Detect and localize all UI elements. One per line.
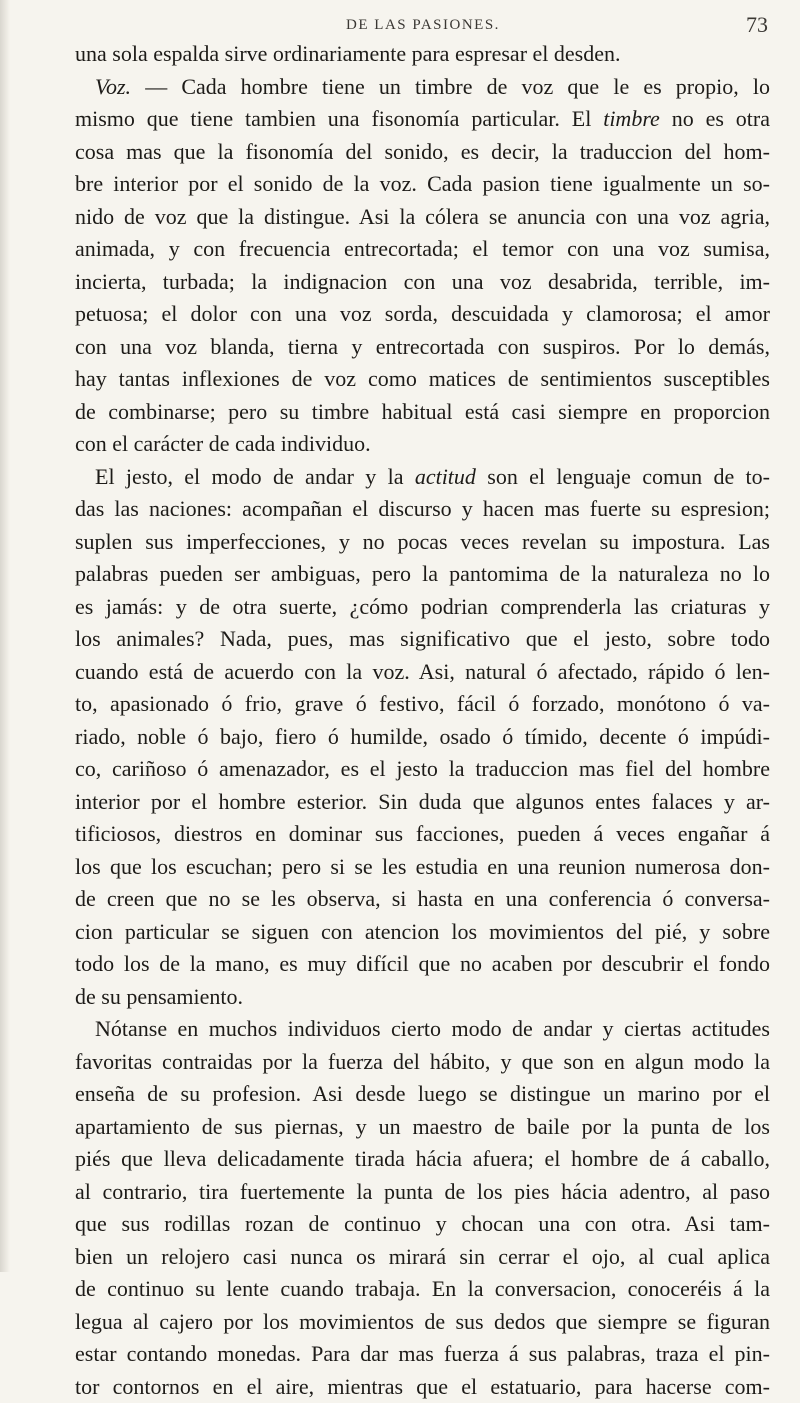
text-line: los que los escuchan; pero si se les estudia en una reunion numerosa don- (75, 851, 770, 884)
text-line: cuando está de acuerdo con la voz. Asi, natural ó afectado, rápido ó len- (75, 656, 770, 689)
text-line: cosa mas que la fisonomía del sonido, es decir, la traduccion del hom- (75, 136, 770, 169)
paragraph (75, 461, 770, 1014)
text-line: enseña de su profesion. Asi desde luego se distingue un marino por el (75, 1078, 770, 1111)
text-line: Voz. — Cada hombre tiene un timbre de voz que le es propio, lo (75, 71, 770, 104)
italic-term: actitud (415, 464, 476, 489)
text-line: favoritas contraidas por la fuerza del hábito, y que son en algun modo la (75, 1046, 770, 1079)
text-line: incierta, turbada; la indignacion con una voz desabrida, terrible, im- (75, 266, 770, 299)
text-line: tificiosos, diestros en dominar sus facciones, pueden á veces engañar á (75, 818, 770, 851)
running-title: DE LAS PASIONES. (78, 12, 768, 38)
text-line: de creen que no se les observa, si hasta en una conferencia ó conversa- (75, 883, 770, 916)
text-line: cion particular se siguen con atencion los movimientos del pié, y sobre (75, 916, 770, 949)
text-line: de su pensamiento. (75, 981, 770, 1014)
text-line: suplen sus imperfecciones, y no pocas veces revelan su impostura. Las (75, 526, 770, 559)
text-line: palabras pueden ser ambiguas, pero la pantomima de la naturaleza no lo (75, 558, 770, 591)
text-line: es jamás: y de otra suerte, ¿cómo podrian comprenderla las criaturas y (75, 591, 770, 624)
text-line: todo los de la mano, es muy difícil que no acaben por descubrir el fondo (75, 948, 770, 981)
text-line: animada, y con frecuencia entrecortada; el temor con una voz sumisa, (75, 233, 770, 266)
text-line: El jesto, el modo de andar y la actitud son el lenguaje comun de to- (75, 461, 770, 494)
text-line: que sus rodillas rozan de continuo y chocan una con otra. Asi tam- (75, 1208, 770, 1241)
text-line: Nótanse en muchos individuos cierto modo de andar y ciertas actitudes (75, 1013, 770, 1046)
text-line: al contrario, tira fuertemente la punta de los pies hácia adentro, al paso (75, 1176, 770, 1209)
text-line: hay tantas inflexiones de voz como matices de sentimientos susceptibles (75, 363, 770, 396)
paragraph (75, 38, 770, 71)
text-line: con una voz blanda, tierna y entrecortada con suspiros. Por lo demás, (75, 331, 770, 364)
page-gutter-shadow (0, 0, 10, 1272)
text-line: to, apasionado ó frio, grave ó festivo, fácil ó forzado, monótono ó va- (75, 688, 770, 721)
text-line: bien un relojero casi nunca os mirará sin cerrar el ojo, al cual aplica (75, 1241, 770, 1274)
text-line: apartamiento de sus piernas, y un maestro de baile por la punta de los (75, 1111, 770, 1144)
running-head (78, 12, 768, 38)
text-line: interior por el hombre esterior. Sin duda que algunos entes falaces y ar- (75, 786, 770, 819)
text-line: estar contando monedas. Para dar mas fuerza á sus palabras, traza el pin- (75, 1338, 770, 1371)
text-line: legua al cajero por los movimientos de sus dedos que siempre se figuran (75, 1306, 770, 1339)
italic-term: Voz. (95, 74, 131, 99)
text-line: das las naciones: acompañan el discurso y hacen mas fuerte su espresion; (75, 493, 770, 526)
text-line: los animales? Nada, pues, mas significativo que el jesto, sobre todo (75, 623, 770, 656)
text-line: co, cariñoso ó amenazador, es el jesto la traduccion mas fiel del hombre (75, 753, 770, 786)
italic-term: timbre (603, 106, 660, 131)
text-line: con el carácter de cada individuo. (75, 428, 770, 461)
page-number: 73 (746, 12, 768, 38)
text-line: de combinarse; pero su timbre habitual está casi siempre en proporcion (75, 396, 770, 429)
text-line: petuosa; el dolor con una voz sorda, descuidada y clamorosa; el amor (75, 298, 770, 331)
text-line: nido de voz que la distingue. Asi la cólera se anuncia con una voz agria, (75, 201, 770, 234)
text-line: bre interior por el sonido de la voz. Cada pasion tiene igualmente un so- (75, 168, 770, 201)
text-line: tor contornos en el aire, mientras que el estatuario, para hacerse com- (75, 1371, 770, 1403)
text-line: piés que lleva delicadamente tirada hácia afuera; el hombre de á caballo, (75, 1143, 770, 1176)
body-text (75, 38, 770, 1403)
text-line: mismo que tiene tambien una fisonomía particular. El timbre no es otra (75, 103, 770, 136)
paragraph (75, 71, 770, 461)
paragraph (75, 1013, 770, 1403)
text-line: de continuo su lente cuando trabaja. En la conversacion, conoceréis á la (75, 1273, 770, 1306)
text-line: una sola espalda sirve ordinariamente para espresar el desden. (75, 38, 770, 71)
text-line: riado, noble ó bajo, fiero ó humilde, osado ó tímido, decente ó impúdi- (75, 721, 770, 754)
